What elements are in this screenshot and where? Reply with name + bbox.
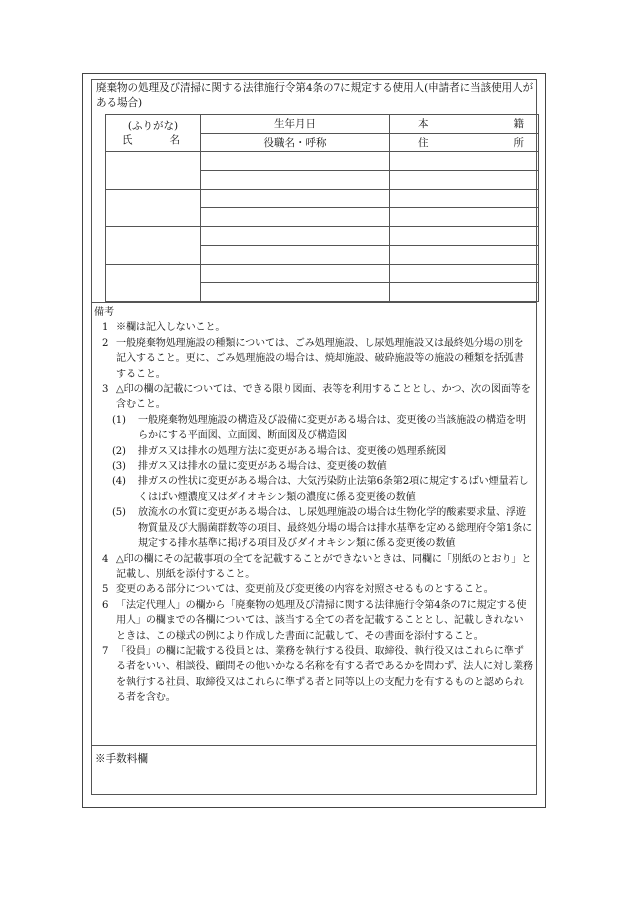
subitem-number: (2): [112, 445, 126, 457]
address-cell[interactable]: [390, 245, 539, 264]
section-title: 廃棄物の処理及び清掃に関する法律施行令第4条の7に規定する使用人(申請者に当該使用人がある場合): [96, 82, 534, 109]
notes-section: [91, 303, 537, 746]
note-item: [94, 336, 533, 382]
honseki-label-a: 本: [418, 117, 429, 130]
note-text: 一般廃棄物処理施設の種類については、ごみ処理施設、し尿処理施設又は最終処分場の別を記入すること。更に、ごみ処理施設の場合は、焼却施設、破砕施設等の施設の種類を括弧書すること。: [116, 337, 524, 380]
table-row: [106, 264, 539, 283]
name-cell[interactable]: [106, 152, 201, 189]
honseki-header-cell: [390, 115, 539, 134]
address-label-a: 住: [418, 136, 429, 149]
subitem-text: 排ガス又は排水の量に変更がある場合は、変更後の数値: [138, 461, 387, 473]
title-cell[interactable]: [201, 208, 390, 227]
name-cell[interactable]: [106, 264, 201, 302]
note-item: [94, 552, 533, 583]
note-item: [94, 382, 533, 413]
note-number: 5: [102, 584, 109, 596]
note-item: [94, 644, 533, 706]
note-subitem: [112, 459, 533, 474]
note-subitem: [112, 413, 533, 444]
employee-table: [105, 114, 539, 302]
address-label-b: 所: [513, 136, 524, 149]
subitem-text: 放流水の水質に変更がある場合は、し尿処理施設の場合は生物化学的酸素要求量、浮遊物質量及び大腸菌群数等の項目、最終処分場の場合は排水基準を定める総理府令第1条に規定する排水基準に掲げる項目及びダイオキシン類に係る変更後の数値: [138, 507, 533, 550]
honseki-cell[interactable]: [390, 189, 539, 208]
note-item: [94, 598, 533, 644]
title-cell[interactable]: [201, 171, 390, 190]
address-cell[interactable]: [390, 208, 539, 227]
notes-body: [94, 305, 533, 706]
subitem-text: 排ガス又は排水の処理方法に変更がある場合は、変更後の処理系統図: [138, 445, 447, 457]
honseki-cell[interactable]: [390, 227, 539, 246]
table-header-row: [106, 115, 539, 134]
note-text: △印の欄の記載については、できる限り図面、表等を利用することとし、かつ、次の図面等を含むこと。: [116, 384, 531, 411]
name-header-cell: [106, 115, 201, 152]
employee-section: [91, 79, 537, 303]
birth-cell[interactable]: [201, 152, 390, 171]
note-number: 2: [102, 337, 109, 349]
note-number: 4: [102, 553, 109, 565]
table-row: [106, 227, 539, 246]
honseki-cell[interactable]: [390, 264, 539, 283]
subitem-number: (5): [112, 507, 126, 519]
note-subitem: [112, 444, 533, 459]
name-label-b: 名: [169, 134, 180, 147]
subitem-text: 一般廃棄物処理施設の構造及び設備に変更がある場合は、変更後の当該施設の構造を明らかにする平面図、立面図、断面図及び構造図: [138, 414, 526, 442]
form-frame: [82, 73, 546, 808]
note-item: [94, 320, 533, 335]
note-text: ※欄は記入しないこと。: [116, 322, 226, 334]
note-text: 変更のある部分については、変更前及び変更後の内容を対照させるものとすること。: [116, 584, 494, 596]
note-text: 「法定代理人」の欄から「廃棄物の処理及び清掃に関する法律施行令第4条の7に規定する使用人」の欄までの各欄については、該当する全ての者を記載することとし、記載しきれないときは、この様式の例により作成した書面に記載して、その書面を添付すること。: [116, 599, 527, 642]
table-row: [106, 152, 539, 171]
honseki-cell[interactable]: [390, 152, 539, 171]
note-text: △印の欄にその記載事項の全てを記載することができないときは、同欄に「別紙のとおり」と記載し、別紙を添付すること。: [116, 553, 532, 580]
name-cell[interactable]: [106, 189, 201, 226]
fee-label: ※手数料欄: [95, 753, 148, 765]
address-cell[interactable]: [390, 171, 539, 190]
birth-cell[interactable]: [201, 227, 390, 246]
note-subitem: [112, 474, 533, 505]
name-cell[interactable]: [106, 227, 201, 264]
notes-title: 備考: [94, 307, 114, 318]
note-text: 「役員」の欄に記載する役員とは、業務を執行する役員、取締役、執行役又はこれらに準ずる者をいい、相談役、顧問その他いかなる名称を有する者であるかを問わず、法人に対し業務を執行する社員、取締役又はこれらに準ずる者と同等以上の支配力を有するものと認められる者を含む。: [116, 645, 533, 704]
address-cell[interactable]: [390, 283, 539, 302]
birth-cell[interactable]: [201, 264, 390, 283]
birth-header: 生年月日: [201, 115, 390, 134]
birth-cell[interactable]: [201, 189, 390, 208]
note-number: 3: [102, 384, 109, 396]
note-subitem: [112, 505, 533, 551]
fee-section[interactable]: [91, 746, 537, 795]
name-label-a: 氏: [122, 134, 133, 147]
title-cell[interactable]: [201, 245, 390, 264]
note-number: 7: [102, 645, 109, 657]
table-row: [106, 189, 539, 208]
subitem-text: 排ガスの性状に変更がある場合は、大気汚染防止法第6条第2項に規定するばい煙量若しくはばい煙濃度又はダイオキシン類の濃度に係る変更後の数値: [138, 476, 529, 503]
subitem-number: (3): [112, 461, 126, 473]
title-cell[interactable]: [201, 283, 390, 302]
address-header-cell: [390, 133, 539, 152]
note-number: 1: [102, 322, 109, 334]
subitem-number: (4): [112, 476, 126, 488]
furigana-label: (ふりがな): [127, 120, 179, 133]
honseki-label-b: 籍: [513, 117, 524, 130]
note-item: [94, 582, 533, 597]
title-role-header: 役職名・呼称: [201, 133, 390, 152]
note-number: 6: [102, 599, 109, 611]
subitem-number: (1): [112, 414, 126, 426]
